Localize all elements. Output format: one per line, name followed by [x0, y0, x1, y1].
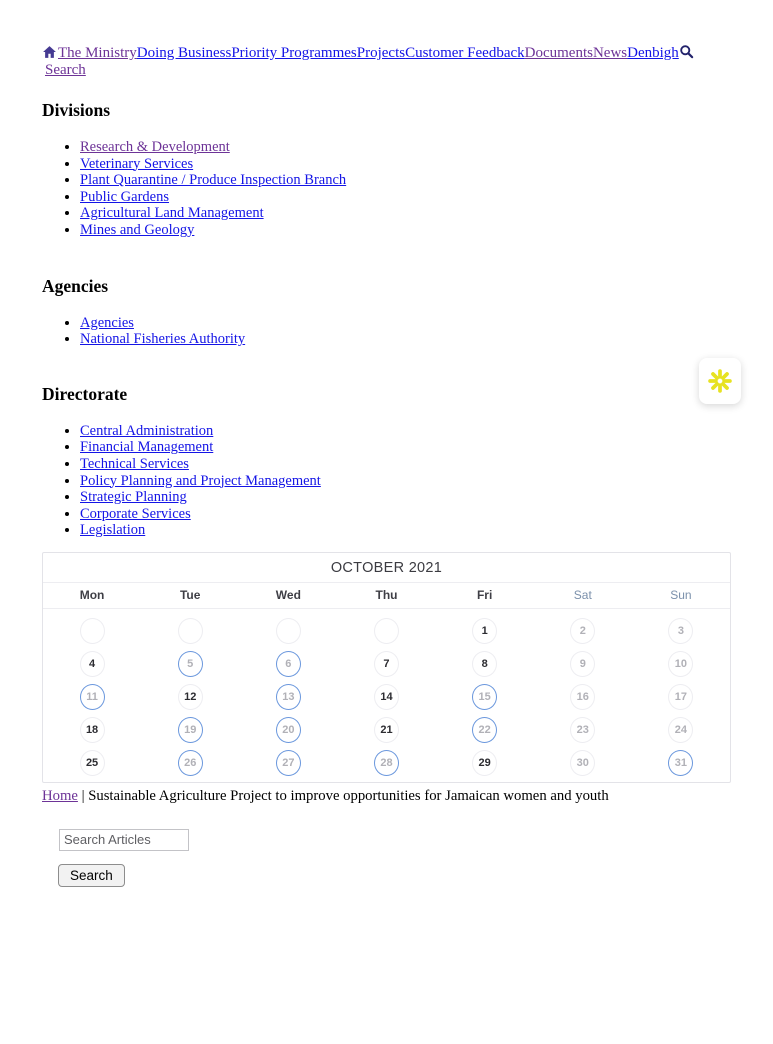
- calendar-cell: [436, 684, 534, 710]
- list-item: [80, 331, 731, 348]
- calendar-day[interactable]: 27: [276, 750, 301, 776]
- calendar-cell: [239, 684, 337, 710]
- calendar-day[interactable]: 10: [668, 651, 693, 677]
- calendar-cell: [632, 684, 730, 710]
- division-link[interactable]: Veterinary Services: [80, 155, 194, 172]
- calendar-day[interactable]: 30: [570, 750, 595, 776]
- calendar-day[interactable]: 7: [374, 651, 399, 677]
- calendar-cell: [337, 651, 435, 677]
- accessibility-widget[interactable]: [699, 358, 741, 404]
- calendar-day[interactable]: 19: [178, 717, 203, 743]
- directorate-link[interactable]: Central Administration: [80, 422, 214, 439]
- calendar-day-header: Thu: [375, 587, 398, 602]
- calendar-day[interactable]: 20: [276, 717, 301, 743]
- calendar-day[interactable]: 15: [472, 684, 497, 710]
- directorate-link[interactable]: Corporate Services: [80, 505, 191, 522]
- search-button-row: [58, 864, 731, 887]
- calendar-cell: [632, 750, 730, 776]
- nav-link[interactable]: Doing Business: [136, 45, 232, 61]
- home-icon: [42, 45, 57, 59]
- calendar-day-header: Tue: [179, 587, 201, 602]
- list-item: [80, 205, 731, 222]
- calendar-cell: [534, 750, 632, 776]
- calendar-day[interactable]: 1: [472, 618, 497, 644]
- calendar-day[interactable]: 24: [668, 717, 693, 743]
- calendar-cell: [632, 651, 730, 677]
- calendar-cell: [534, 684, 632, 710]
- article-search-button[interactable]: Search: [58, 864, 125, 887]
- calendar-day[interactable]: 2: [570, 618, 595, 644]
- directorate-link[interactable]: Policy Planning and Project Management: [80, 472, 321, 489]
- calendar-day: [178, 618, 203, 644]
- calendar-cell: [436, 717, 534, 743]
- nav-link[interactable]: Priority Programmes: [231, 45, 357, 61]
- calendar-day[interactable]: 29: [472, 750, 497, 776]
- calendar-day[interactable]: 25: [80, 750, 105, 776]
- top-nav: [42, 44, 731, 78]
- division-link[interactable]: Plant Quarantine / Produce Inspection Branch: [80, 172, 347, 189]
- home-link[interactable]: [42, 45, 57, 61]
- calendar-cell: [141, 618, 239, 644]
- list-item: [80, 222, 731, 239]
- calendar-day[interactable]: 4: [80, 651, 105, 677]
- calendar-day[interactable]: 6: [276, 651, 301, 677]
- division-link[interactable]: Agricultural Land Management: [80, 205, 264, 222]
- directorate-link[interactable]: Legislation: [80, 522, 146, 539]
- article-search: [59, 829, 731, 851]
- agency-link[interactable]: National Fisheries Authority: [80, 331, 246, 348]
- calendar-day[interactable]: 23: [570, 717, 595, 743]
- calendar-cell: [534, 717, 632, 743]
- directorate-link[interactable]: Financial Management: [80, 439, 214, 456]
- calendar-cell: [436, 651, 534, 677]
- calendar-cell: [534, 618, 632, 644]
- asterisk-icon: [706, 367, 734, 395]
- calendar-day: [276, 618, 301, 644]
- breadcrumb-separator: |: [77, 787, 89, 804]
- calendar-day: [80, 618, 105, 644]
- calendar-day[interactable]: 12: [178, 684, 203, 710]
- calendar-cell: [239, 750, 337, 776]
- calendar-cell: [337, 717, 435, 743]
- list-item: [80, 139, 731, 156]
- calendar-day[interactable]: 5: [178, 651, 203, 677]
- calendar-cell: [43, 717, 141, 743]
- search-icon: [679, 44, 694, 59]
- calendar-cell: [632, 717, 730, 743]
- calendar-cell: [43, 618, 141, 644]
- calendar-title: OCTOBER 2021: [43, 553, 730, 583]
- calendar-cell: [141, 684, 239, 710]
- calendar-cell: [239, 651, 337, 677]
- section-title-divisions: Divisions: [42, 100, 111, 120]
- calendar-cell: [141, 651, 239, 677]
- list-item: [80, 189, 731, 206]
- calendar-cell: [337, 618, 435, 644]
- calendar-day[interactable]: 13: [276, 684, 301, 710]
- nav-search-label: Search: [45, 61, 86, 78]
- nav-link[interactable]: News: [592, 45, 628, 61]
- division-link[interactable]: Public Gardens: [80, 188, 169, 205]
- list-item: [80, 315, 731, 332]
- breadcrumb-current: Sustainable Agriculture Project to improve opportunities for Jamaican women and youth: [88, 787, 609, 804]
- nav-link[interactable]: The Ministry: [58, 45, 137, 61]
- calendar-day-header: Sun: [670, 587, 692, 602]
- calendar-cell: [436, 618, 534, 644]
- list-item: [80, 439, 731, 456]
- calendar-day[interactable]: 28: [374, 750, 399, 776]
- calendar-day[interactable]: 22: [472, 717, 497, 743]
- calendar-day: [374, 618, 399, 644]
- home-breadcrumb-link[interactable]: Home: [42, 787, 78, 804]
- calendar-day[interactable]: 18: [80, 717, 105, 743]
- calendar-cell: [239, 618, 337, 644]
- breadcrumb: [42, 788, 731, 805]
- calendar-cell: [43, 651, 141, 677]
- calendar-day[interactable]: 3: [668, 618, 693, 644]
- calendar-day[interactable]: 11: [80, 684, 105, 710]
- calendar-day[interactable]: 31: [668, 750, 693, 776]
- nav-links: [58, 45, 679, 61]
- list-item: [80, 156, 731, 173]
- calendar-cell: [43, 684, 141, 710]
- calendar-grid: [43, 609, 730, 782]
- calendar-day[interactable]: 26: [178, 750, 203, 776]
- calendar-day-header: Sat: [573, 587, 592, 602]
- division-link[interactable]: Research & Development: [80, 139, 230, 155]
- directorate-link[interactable]: Technical Services: [80, 455, 189, 472]
- section-title-directorate: Directorate: [42, 383, 128, 404]
- list-item: [80, 489, 731, 506]
- calendar-cell: [43, 750, 141, 776]
- calendar-cell: [632, 618, 730, 644]
- calendar-cell: [337, 684, 435, 710]
- agencies-list: [42, 315, 731, 348]
- calendar-day[interactable]: 14: [374, 684, 399, 710]
- calendar: [42, 552, 731, 783]
- calendar-day[interactable]: 8: [472, 651, 497, 677]
- division-link[interactable]: Mines and Geology: [80, 221, 195, 238]
- calendar-day[interactable]: 21: [374, 717, 399, 743]
- calendar-day-header: Fri: [476, 587, 493, 602]
- list-item: [80, 473, 731, 490]
- directorate-list: [42, 423, 731, 539]
- calendar-day-header: Wed: [275, 587, 301, 602]
- nav-link[interactable]: Denbigh: [627, 45, 679, 61]
- list-item: [80, 522, 731, 539]
- calendar-day[interactable]: 16: [570, 684, 595, 710]
- calendar-cell: [239, 717, 337, 743]
- list-item: [80, 172, 731, 189]
- calendar-cell: [141, 717, 239, 743]
- calendar-day-header: Mon: [79, 587, 105, 602]
- page: [0, 44, 773, 887]
- calendar-day-headers: [43, 583, 730, 609]
- directorate-link[interactable]: Strategic Planning: [80, 489, 187, 506]
- nav-link[interactable]: Customer Feedback: [405, 45, 525, 61]
- calendar-cell: [436, 750, 534, 776]
- calendar-cell: [534, 651, 632, 677]
- list-item: [80, 506, 731, 523]
- divisions-list: [42, 139, 731, 239]
- list-item: [80, 423, 731, 440]
- list-item: [80, 456, 731, 473]
- nav-link[interactable]: Projects: [356, 45, 406, 61]
- article-search-input[interactable]: [59, 829, 189, 851]
- calendar-day[interactable]: 17: [668, 684, 693, 710]
- calendar-day[interactable]: 9: [570, 651, 595, 677]
- calendar-cell: [337, 750, 435, 776]
- section-title-agencies: Agencies: [42, 275, 109, 296]
- calendar-cell: [141, 750, 239, 776]
- nav-link[interactable]: Documents: [524, 45, 593, 61]
- agency-link[interactable]: Agencies: [80, 314, 134, 331]
